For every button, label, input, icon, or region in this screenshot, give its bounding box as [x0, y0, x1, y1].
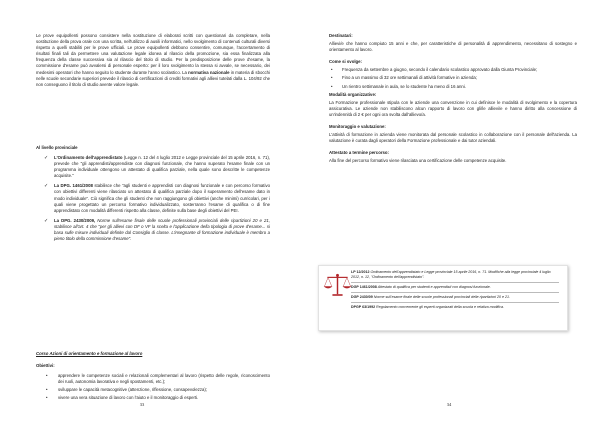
checkmark-icon: ✓	[44, 183, 49, 190]
legislation-list	[351, 270, 559, 312]
list-item: • Frequenza da settembre a giugno, secondo il calendario scolastico approvato dalla Giunta Provinciale;	[331, 67, 538, 73]
certificate-text: Alla fine del percorso formativo viene rilasciata una certificazione delle competenze acquisite.	[329, 158, 507, 164]
legislation-box	[318, 265, 568, 331]
legislation-item: DGP 1461/2008 Attestato di qualifica per studenti e apprendisti con diagnosi funzionale.	[351, 285, 491, 289]
list-item: • vivere una vera situazione di lavoro con l'aiuto e il monitoraggio di esperti.	[46, 395, 199, 401]
divider	[351, 292, 559, 293]
regulation-checklist	[44, 155, 270, 246]
list-item: • Fino a un massimo di 32 ore settimanali di attività formative in azienda;	[331, 75, 477, 81]
monitoring-text: L'attività di formazione in azienda viene monitorata dal personale scolastico in collaborazione con il personale dell'azienda. La valutazione è curata dagli operatori della Formazione professionale e dai tutor aziendali.	[329, 132, 577, 144]
objectives-heading: Obiettivi:	[36, 363, 55, 368]
page-number: 33	[139, 402, 145, 407]
intro-paragraph: Le prove equipollenti possono consistere nella sostituzione di elaborati scritti con questionari da completare, nella sostituzione della prova orale con una scritta, nell'utilizzo di ausili informatici, nello svolgimento di contenuti culturali diversi rispetto a quelli stabiliti per le prove ufficiali. Le prove equipollenti debbono consentire, comunque, l'accertamento di risultati finali tali da permettere una valutazione legale idonea al rilascio della promozione, sia essa finalizzata alla frequenza della classe successiva sia al rilascio del titolo di studio. Per la predisposizione delle prove d'esame, la commissione d'esame può avvalersi di personale esperto: per il loro svolgimento la stessa si avvale, se necessario, dei medesimi operatori che hanno seguito lo studente durante l'anno scolastico. La normativa nazionale in materia di sbocchi nelle scuole secondarie superiori prevede il rilascio di certificazioni di crediti formativi agli allievi tutelati dalla L. 104/92 che non conseguono il titolo di studio avente valore legale.	[36, 33, 270, 87]
list-item: ✓ L'Ordinamento dell'apprendistato (Legge n. 12 del 4 luglio 2012 e Legge provinciale del 15 aprile 2016, n. 71), prevede che "gli apprendisti/apprendiste con diagnosi funzionale, che hanno superato l'esame finale con un programma individuale ottengono un attestato di qualifica parziale, nella quale sono descritte le competenze acquisite."	[44, 155, 270, 179]
how-heading: Come si svolge:	[329, 59, 362, 65]
divider	[351, 282, 559, 283]
bullet-icon: •	[331, 83, 333, 89]
page-number: 34	[446, 402, 452, 407]
right-page	[300, 0, 600, 424]
bullet-icon: •	[331, 67, 333, 73]
right-content	[329, 33, 577, 167]
scales-of-justice-icon	[323, 272, 352, 299]
course-title: Corso Azioni di orientamento e formazione al lavoro	[36, 351, 143, 356]
recipients-heading: Destinatari:	[329, 33, 353, 38]
organization-heading: Modalità organizzative:	[329, 91, 377, 97]
list-item: • Un rientro settimanale in aula, se lo studente ha meno di 16 anni.	[331, 83, 466, 89]
legislation-item: DPGP 63/1992 Regolamento concernente gli esperti organizzati della scuola e relativa modifica.	[351, 305, 504, 309]
list-item: ✓ La DPG. 1461/2008 stabilisce che "agli studenti e apprendisti con diagnosi funzionale e con percorso formativo con obiettivi differenti viene rilasciato un attestato di qualifica parziale dopo il superamento dell'esame dato in modo individuale". Ciò significa che gli studenti che non raggiungono gli obiettivi (anche minimi) curricolari, per i quali viene progettato un percorso formativo individualizzato, sosterranno l'esame di qualifica o di fine apprendistato con modalità differenti rispetto alla classe, definite sulla base degli obiettivi del PEI.	[44, 183, 270, 213]
checkmark-icon: ✓	[44, 217, 49, 224]
legislation-item: DGP 2430/09 Norme sull'esame finale delle scuole professionali provinciali delle ripartizioni 20 e 21.	[351, 295, 511, 299]
how-list	[329, 67, 577, 89]
bullet-icon: •	[46, 395, 48, 401]
bullet-icon: •	[46, 387, 48, 393]
list-item: • apprendere le competenze sociali e relazionali complementari al lavoro (rispetto delle regole, riconoscimento dei ruoli, autonomia lavorativa e negli spostamenti, etc.);	[46, 373, 270, 385]
certificate-heading: Attestato a termine percorso:	[329, 150, 389, 156]
objectives-list	[44, 373, 270, 403]
bullet-icon: •	[46, 373, 48, 378]
provincial-level-heading: Al livello provinciale	[36, 145, 78, 150]
legislation-item: LP 12/2012 Ordinamento dell'apprendistato e Legge provinciale 15 aprile 2016, n. 71. Modifiche alla legge provinciale 4 luglio 2012, n. 12, "Ordinamento dell'apprendistato".	[351, 270, 551, 279]
recipients-text: Allievi/e che hanno compiuto 15 anni e che, per caratteristiche di personalità di apprendimento, necessitano di sostegno e orientamento al lavoro.	[329, 41, 577, 53]
checkmark-icon: ✓	[44, 155, 49, 161]
divider	[351, 302, 559, 303]
list-item: • sviluppare le capacità metacognitive (attenzione, riflessione, consapevolezza);	[46, 387, 208, 393]
list-item: ✓ La DPG. 2430/2009, Norme sull'esame finale delle scuole professionali provinciali delle ripartizioni 20 e 21, stabilisce all'art. 4 che "per gli allievi con DF o VF la scelta e l'applicazione della tipologia di prove d'esame... si basa sulle misure individuali definite dal Consiglio di classe. L'insegnante di formazione individuale è membro a pieno titolo della commissione d'esame".	[44, 217, 270, 242]
bullet-icon: •	[331, 75, 333, 81]
monitoring-heading: Monitoraggio e valutazione:	[329, 124, 386, 130]
organization-text: La Formazione professionale stipula con le aziende una convenzione in cui definisce le modalità di svolgimento e la copertura assicurativa. Le aziende non stabiliscono alcun rapporto di lavoro con gli/le allievi/e e hanno diritto alla concessione di un'indennità di 2 € per ogni ora svolta dall'allievo/a.	[329, 99, 577, 117]
